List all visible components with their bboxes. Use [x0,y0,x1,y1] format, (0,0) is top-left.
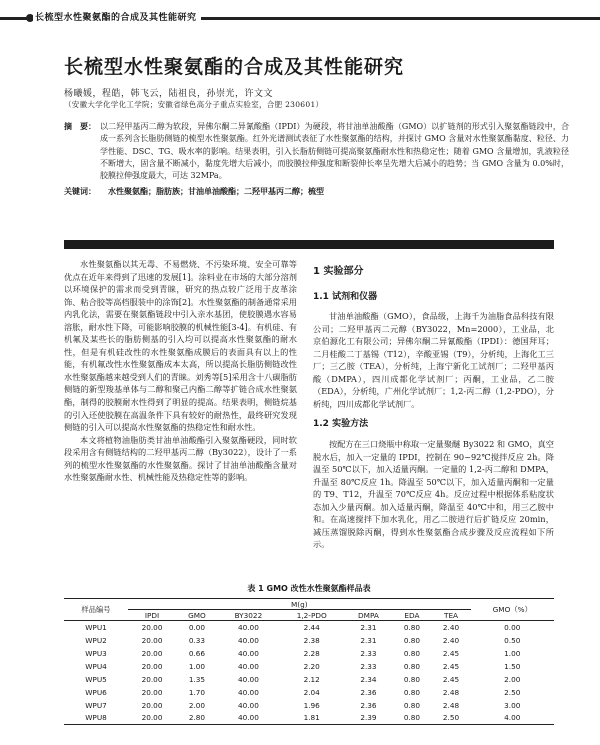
table-cell: 2.36 [360,687,377,697]
table-row [64,686,554,699]
table-cell: 2.31 [360,635,377,645]
col-header: IPDI [128,610,176,621]
col-group-mass: M(g) [128,599,471,610]
table-cell: 2.31 [360,622,377,632]
col-header: DMPA [345,610,393,621]
table-cell: 20.00 [141,674,163,684]
table-cell: WPU6 [85,687,107,697]
table-cell: 0.80 [403,661,421,671]
table-cell: 40.00 [237,700,259,710]
table-cell: 0.33 [188,635,206,645]
table-cell: 20.00 [141,713,163,723]
table-cell: 2.34 [360,674,377,684]
table-cell: WPU2 [85,635,107,645]
table-cell: 20.00 [141,687,163,697]
table-cell: 0.80 [403,622,421,632]
table-cell: 2.20 [303,661,320,671]
table-cell: 0.00 [188,622,206,632]
table-cell: 2.44 [303,622,320,632]
col-header-sample: 样品编号 [64,599,128,621]
table-cell: 1.00 [504,648,521,658]
table-row [64,712,554,725]
table-cell: 2.80 [188,713,206,723]
table-cell: 2.33 [360,661,377,671]
table-cell: 20.00 [141,648,163,658]
intro-paragraph: 本文将植物油脂肪类甘油单油酸酯引入聚氨酯硬段，同时软段采用含有侧链结构的二羟甲基丙二醇（By3022），设计了一系列的梳型水性聚氨酯的水性聚氨酯。探讨了甘油单油酸酯含量对水性聚氨酯耐水性、机械性能及热稳定性等的影响。 [64,434,297,483]
left-column [64,258,297,484]
table-row [64,699,554,712]
table-cell: 2.50 [442,713,460,723]
table-cell: 40.00 [237,648,259,658]
table-cell: 1.35 [188,674,206,684]
table-cell: 20.00 [141,622,163,632]
table-cell: 1.50 [504,661,521,671]
table-cell: 0.80 [403,674,421,684]
table-cell: 2.45 [442,661,460,671]
authors: 杨曦媛，程皓，韩飞云，陆祖良，孙崇光，许文文 [64,89,274,99]
table-row [64,621,554,634]
table-cell: 20.00 [141,700,163,710]
section-divider-bar [64,240,554,249]
table-cell: WPU3 [85,648,107,658]
table-cell: WPU7 [85,700,107,710]
col-header: EDA [392,610,431,621]
abstract-label: 摘 要： [64,122,96,131]
table-cell: 2.12 [303,674,320,684]
table-cell: 0.80 [403,648,421,658]
table-cell: WPU5 [85,674,107,684]
table-cell: 1.96 [303,700,320,710]
table-cell: 2.38 [303,635,320,645]
abstract [64,121,569,199]
materials-paragraph: 甘油单油酸酯（GMO），食品级，上海千为油脂食品科技有限公司；二羟甲基丙二元醇（BY3022，Mn=2000），工业品，北京伯源化工有限公司；异佛尔酮二异氰酸酯（IPDI）：德国拜耳；二月桂酸二丁基锡（T12），辛酸亚锡（T9），分析纯，上海化工三厂；三乙胺（TEA），分析纯，上海宁新化工试剂厂；二羟甲基丙酸（DMPA），四川成都化学试剂厂；丙酮，工业品，乙二胺（EDA），分析纯，广州化学试剂厂；1,2-丙二醇（1,2-PDO），分析纯，四川成都化学试剂厂。 [313,311,554,409]
table-cell: 2.50 [504,687,521,697]
col-header: GMO [176,610,218,621]
table-cell: 0.00 [504,622,521,632]
table-row [64,634,554,647]
table-cell: 40.00 [237,687,259,697]
table-cell: 0.80 [403,700,421,710]
table-cell: 2.36 [360,700,377,710]
sample-table [64,583,554,725]
table-cell: 0.80 [403,713,421,723]
table-cell: 2.48 [442,687,460,697]
table-cell: 0.66 [188,648,206,658]
table-cell: 2.48 [442,700,460,710]
keywords-label: 关键词： [64,187,96,197]
table-cell: WPU4 [85,661,107,671]
table-cell: 1.81 [303,713,320,723]
affiliation: （安徽大学化学化工学院；安徽省绿色高分子重点实验室，合肥 230601） [64,100,324,109]
table-cell: 3.00 [504,700,521,710]
table-cell: WPU8 [85,713,107,723]
table-row [64,660,554,673]
paper-title: 长梳型水性聚氨酯的合成及其性能研究 [64,56,405,78]
table-cell: 40.00 [237,661,259,671]
table-cell: 2.40 [442,622,460,632]
table-cell: 2.00 [188,700,206,710]
subsection-heading: 1.1 试剂和仪器 [313,291,378,302]
method-paragraph: 按配方在三口烧瓶中称取一定量聚醚 By3022 和 GMO，真空脱水后，加入一定量的 IPDI，控制在 90~92℃搅拌反应 2h。降温至 50℃以下，加入适量丙酮。一定量的 1,2-丙二醇和 DMPA，升温至 80℃反应 1h。降温至 50℃以下，加入适量丙酮和一定量的 T9、T12，升温至 70℃反应 4h。反应过程中根据体系粘度状态加入少量丙酮。加入适量丙酮，降温至 40℃中和，用三乙胺中和。在高速搅拌下加水乳化，用乙二胺进行后扩链反应 20min，减压蒸馏脱除丙酮，得到水性聚氨酯合成步骤及反应流程如下所示。 [313,439,554,550]
table-cell: 0.50 [504,635,521,645]
table-cell: 0.80 [403,687,421,697]
intro-paragraph: 水性聚氨酯以其无毒、不易燃烧、不污染环境、安全可靠等优点在近年来得到了迅速的发展[1]。涂料业在市场的大部分溶剂以环境保护的需求而受到青睐，研究的热点较广泛用于皮革涂饰、粘合胶等高档服装中的涂饰[2]。水性聚氨酯的制备通常采用内乳化法，需要在聚氨酯链段中引入亲水基团，使胶膜遇水容易溶胀，耐水性下降，可能影响胶膜的机械性能[3-4]。有机硅、有机氟及某些长的脂肪侧基的引入均可以提高水性聚氨酯的耐水性，但是有机硅改性的水性聚氨酯成膜后的表面具有以上的性能，有机氟改性水性聚氨酯成本太高，所以提高长脂肪侧链改性水性聚氨酯越来越受到人们的青睐。刘秀等[5]采用含十八碳脂肪侧链的新型羧基单体与二醇和聚己内酯二醇等扩链合成水性聚氨酯，制得的胶膜耐水性得到了明显的提高。结果表明，侧链烷基的引入还使胶膜在高温条件下具有较好的耐热性，最终研究发现侧链的引入可以提高水性聚氨酯的热稳定性和耐水性。 [64,259,297,433]
table-cell: 20.00 [141,635,163,645]
table-cell: 2.45 [442,648,460,658]
table-cell: 40.00 [237,674,259,684]
table-cell: 1.70 [188,687,206,697]
table-cell: 1.00 [188,661,206,671]
table-cell: 40.00 [237,622,259,632]
table-cell: 2.33 [360,648,377,658]
right-column [313,258,554,559]
table-cell: 2.28 [303,648,320,658]
table-cell: 40.00 [237,635,259,645]
table-cell: 40.00 [237,713,259,723]
table-cell: 2.39 [360,713,377,723]
table-row [64,673,554,686]
col-header: 1,2-PDO [279,610,345,621]
section-heading: 1 实验部分 [313,266,364,277]
abstract-text: 以二羟甲基丙二醇为软段，异佛尔酮二异氰酸酯（IPDI）为硬段，将甘油单油酸酯（GMO）以扩链剂的形式引入聚氨酯链段中，合成一系列含长脂肪侧链的梳型水性聚氨酯。红外光谱测试表征了水性聚氨酯的结构，并探讨 GMO 含量对水性聚氨酯黏度、粒径、力学性能、DSC、TG、吸水率的影响。结果表明，引入长脂肪侧链可提高聚氨酯耐水性和热稳定性；随着 GMO 含量增加，乳液粒径不断增大，固含量不断减小，黏度先增大后减小，而胶膜拉伸强度和断裂伸长率呈先增大后减小的趋势；当 GMO 含量为 0.0%时，胶膜拉伸强度最大，可达 32MPa。 [100,122,569,181]
table-cell: 0.80 [403,635,421,645]
subsection-heading: 1.2 实验方法 [313,419,369,430]
keywords-text: 水性聚氨酯；脂肪族；甘油单油酸酯；二羟甲基丙二醇；梳型 [108,187,324,197]
col-header: TEA [431,610,470,621]
table-cell: 20.00 [141,661,163,671]
col-header: BY3022 [218,610,279,621]
table-cell: 2.45 [442,674,460,684]
table-cell: 2.00 [504,674,521,684]
table-row [64,647,554,660]
table-cell: WPU1 [85,622,107,632]
table-cell: 2.04 [303,687,320,697]
col-header-gmo-pct: GMO（%） [471,599,554,621]
table-caption: 表 1 GMO 改性水性聚氨酯样品表 [247,584,371,593]
table-cell: 4.00 [504,713,521,723]
table-cell: 2.40 [442,635,460,645]
running-title: 长梳型水性聚氨酯的合成及其性能研究 [33,10,201,23]
